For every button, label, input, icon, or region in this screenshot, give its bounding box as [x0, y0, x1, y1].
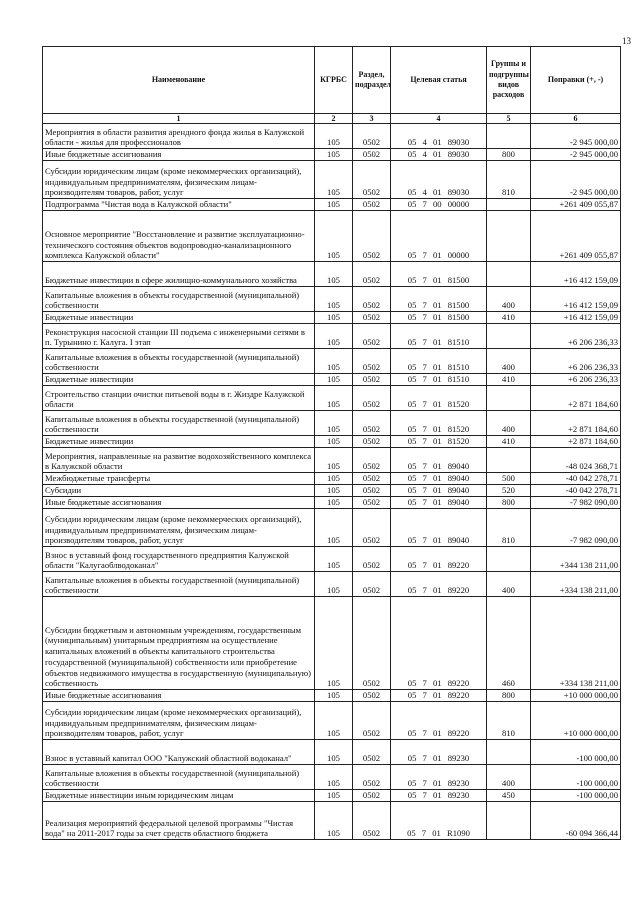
row-amendment: -2 945 000,00	[531, 149, 621, 161]
row-target-article: 05 7 01 89040	[391, 473, 487, 485]
row-amendment: +10 000 000,00	[531, 702, 621, 740]
row-target-article: 05 7 01 89230	[391, 765, 487, 790]
row-name: Бюджетные инвестиции	[43, 436, 315, 448]
row-target-article: 05 7 01 89040	[391, 497, 487, 509]
table-row	[43, 262, 621, 287]
row-section: 0502	[353, 497, 391, 509]
row-target-article: 05 4 01 89030	[391, 124, 487, 149]
table-row	[43, 386, 621, 411]
row-expense-group: 800	[487, 497, 531, 509]
row-amendment: +6 206 236,33	[531, 349, 621, 374]
row-section: 0502	[353, 287, 391, 312]
row-target-article: 05 7 01 R1090	[391, 802, 487, 840]
row-kgrbs: 105	[315, 790, 353, 802]
col-number: 6	[531, 114, 621, 124]
row-kgrbs: 105	[315, 436, 353, 448]
row-kgrbs: 105	[315, 509, 353, 547]
row-name: Мероприятия, направленные на развитие водохозяйственного комплекса в Калужской области	[43, 448, 315, 473]
table-row	[43, 324, 621, 349]
table-row	[43, 765, 621, 790]
row-kgrbs: 105	[315, 547, 353, 572]
row-expense-group: 810	[487, 161, 531, 199]
row-expense-group	[487, 124, 531, 149]
row-amendment: +16 412 159,09	[531, 262, 621, 287]
table-row	[43, 702, 621, 740]
row-kgrbs: 105	[315, 262, 353, 287]
row-kgrbs: 105	[315, 497, 353, 509]
row-amendment: -48 024 368,71	[531, 448, 621, 473]
table-row	[43, 199, 621, 211]
row-name: Иные бюджетные ассигнования	[43, 497, 315, 509]
row-target-article: 05 7 01 81500	[391, 312, 487, 324]
header-amendments: Поправки (+, -)	[531, 47, 621, 114]
row-amendment: -7 982 090,00	[531, 509, 621, 547]
row-section: 0502	[353, 324, 391, 349]
row-target-article: 05 7 01 81510	[391, 324, 487, 349]
row-section: 0502	[353, 386, 391, 411]
row-section: 0502	[353, 211, 391, 262]
row-amendment: +10 000 000,00	[531, 690, 621, 702]
row-amendment: -100 000,00	[531, 765, 621, 790]
row-section: 0502	[353, 740, 391, 765]
row-kgrbs: 105	[315, 802, 353, 840]
table-row	[43, 509, 621, 547]
row-target-article: 05 7 01 81520	[391, 386, 487, 411]
row-expense-group: 400	[487, 572, 531, 597]
row-target-article: 05 4 01 89030	[391, 149, 487, 161]
row-expense-group: 410	[487, 312, 531, 324]
row-kgrbs: 105	[315, 702, 353, 740]
row-expense-group: 400	[487, 349, 531, 374]
row-kgrbs: 105	[315, 597, 353, 690]
row-expense-group: 400	[487, 411, 531, 436]
page-number: 13	[622, 36, 631, 46]
row-name: Субсидии юридическим лицам (кроме некоммерческих организаций), индивидуальным предпринимателям, физическим лицам-производителям товаров, работ, услуг	[43, 509, 315, 547]
row-expense-group: 400	[487, 765, 531, 790]
row-kgrbs: 105	[315, 312, 353, 324]
row-kgrbs: 105	[315, 124, 353, 149]
row-section: 0502	[353, 790, 391, 802]
row-target-article: 05 7 01 89220	[391, 690, 487, 702]
table-row	[43, 448, 621, 473]
row-section: 0502	[353, 547, 391, 572]
row-target-article: 05 7 01 89230	[391, 790, 487, 802]
table-row	[43, 411, 621, 436]
row-section: 0502	[353, 374, 391, 386]
row-expense-group	[487, 448, 531, 473]
header-section: Раздел, подраздел	[353, 47, 391, 114]
row-amendment: -2 945 000,00	[531, 161, 621, 199]
row-section: 0502	[353, 448, 391, 473]
row-name: Капитальные вложения в объекты государственной (муниципальной) собственности	[43, 411, 315, 436]
row-kgrbs: 105	[315, 374, 353, 386]
row-expense-group: 810	[487, 702, 531, 740]
row-kgrbs: 105	[315, 287, 353, 312]
row-amendment: -40 042 278,71	[531, 485, 621, 497]
row-kgrbs: 105	[315, 473, 353, 485]
row-name: Капитальные вложения в объекты государственной (муниципальной) собственности	[43, 572, 315, 597]
row-target-article: 05 7 01 89230	[391, 740, 487, 765]
row-section: 0502	[353, 349, 391, 374]
row-section: 0502	[353, 485, 391, 497]
row-expense-group	[487, 547, 531, 572]
table-row	[43, 790, 621, 802]
row-amendment: -100 000,00	[531, 740, 621, 765]
row-section: 0502	[353, 473, 391, 485]
row-name: Субсидии бюджетным и автономным учреждениям, государственным (муниципальным) унитарным предприятиям на осуществление капитальных вложений в объекты капитального строительства государственной (муниципальной) собственности или приобретение объектов недвижимого имущества в государственную (муниципальную) собственность	[43, 597, 315, 690]
row-kgrbs: 105	[315, 740, 353, 765]
table-row	[43, 485, 621, 497]
table-header-row	[43, 47, 621, 114]
table-row	[43, 287, 621, 312]
row-section: 0502	[353, 765, 391, 790]
row-amendment: +6 206 236,33	[531, 374, 621, 386]
row-amendment: +16 412 159,09	[531, 312, 621, 324]
row-name: Капитальные вложения в объекты государственной (муниципальной) собственности	[43, 765, 315, 790]
budget-amendments-table	[42, 46, 621, 840]
row-amendment: -60 094 366,44	[531, 802, 621, 840]
column-number-row	[43, 114, 621, 124]
row-target-article: 05 7 00 00000	[391, 199, 487, 211]
row-kgrbs: 105	[315, 349, 353, 374]
row-expense-group: 460	[487, 597, 531, 690]
table-row	[43, 349, 621, 374]
row-target-article: 05 7 01 81520	[391, 411, 487, 436]
row-amendment: +344 138 211,00	[531, 547, 621, 572]
row-name: Мероприятия в области развития арендного фонда жилья в Калужской области - жилья для профессионалов	[43, 124, 315, 149]
row-name: Взнос в уставный фонд государственного предприятия Калужской области "Калугаоблводоканал"	[43, 547, 315, 572]
row-section: 0502	[353, 597, 391, 690]
row-name: Субсидии юридическим лицам (кроме некоммерческих организаций), индивидуальным предпринимателям, физическим лицам-производителям товаров, работ, услуг	[43, 161, 315, 199]
table-row	[43, 690, 621, 702]
row-amendment: +16 412 159,09	[531, 287, 621, 312]
table-row	[43, 124, 621, 149]
table-row	[43, 802, 621, 840]
row-section: 0502	[353, 436, 391, 448]
row-target-article: 05 7 01 89040	[391, 485, 487, 497]
row-name: Капитальные вложения в объекты государственной (муниципальной) собственности	[43, 349, 315, 374]
row-kgrbs: 105	[315, 161, 353, 199]
row-expense-group: 500	[487, 473, 531, 485]
row-amendment: -40 042 278,71	[531, 473, 621, 485]
row-section: 0502	[353, 124, 391, 149]
row-expense-group: 800	[487, 690, 531, 702]
row-target-article: 05 7 01 89220	[391, 547, 487, 572]
row-section: 0502	[353, 690, 391, 702]
header-expense-groups: Группы и подгруппы видов расходов	[487, 47, 531, 114]
table-row	[43, 572, 621, 597]
row-expense-group	[487, 199, 531, 211]
row-expense-group: 410	[487, 436, 531, 448]
row-target-article: 05 7 01 89040	[391, 448, 487, 473]
col-number: 3	[353, 114, 391, 124]
row-amendment: +2 871 184,60	[531, 411, 621, 436]
row-amendment: +261 409 055,87	[531, 199, 621, 211]
row-kgrbs: 105	[315, 386, 353, 411]
row-expense-group	[487, 324, 531, 349]
row-target-article: 05 7 01 89220	[391, 597, 487, 690]
row-section: 0502	[353, 802, 391, 840]
row-section: 0502	[353, 161, 391, 199]
row-kgrbs: 105	[315, 448, 353, 473]
row-name: Основное мероприятие "Восстановление и развитие эксплуатационно-технического состояния объектов водопроводно-канализационного комплекса Калужской области"	[43, 211, 315, 262]
row-target-article: 05 7 01 81510	[391, 349, 487, 374]
row-name: Капитальные вложения в объекты государственной (муниципальной) собственности	[43, 287, 315, 312]
row-section: 0502	[353, 262, 391, 287]
row-kgrbs: 105	[315, 765, 353, 790]
row-kgrbs: 105	[315, 485, 353, 497]
header-kgrbs: КГРБС	[315, 47, 353, 114]
row-amendment: -100 000,00	[531, 790, 621, 802]
row-expense-group: 400	[487, 287, 531, 312]
row-expense-group: 520	[487, 485, 531, 497]
table-row	[43, 547, 621, 572]
row-kgrbs: 105	[315, 199, 353, 211]
row-section: 0502	[353, 199, 391, 211]
col-number: 4	[391, 114, 487, 124]
row-name: Бюджетные инвестиции	[43, 312, 315, 324]
row-amendment: -2 945 000,00	[531, 124, 621, 149]
table-row	[43, 161, 621, 199]
row-amendment: +2 871 184,60	[531, 386, 621, 411]
row-amendment: +6 206 236,33	[531, 324, 621, 349]
row-expense-group	[487, 740, 531, 765]
row-section: 0502	[353, 509, 391, 547]
row-name: Реализация мероприятий федеральной целевой программы "Чистая вода" на 2011-2017 годы за счет средств областного бюджета	[43, 802, 315, 840]
row-amendment: +2 871 184,60	[531, 436, 621, 448]
table-row	[43, 374, 621, 386]
table-row	[43, 473, 621, 485]
row-target-article: 05 7 01 89220	[391, 572, 487, 597]
row-amendment: +261 409 055,87	[531, 211, 621, 262]
row-name: Подпрограмма "Чистая вода в Калужской области"	[43, 199, 315, 211]
row-expense-group: 410	[487, 374, 531, 386]
row-expense-group: 810	[487, 509, 531, 547]
row-expense-group	[487, 262, 531, 287]
row-section: 0502	[353, 149, 391, 161]
table-row	[43, 312, 621, 324]
row-section: 0502	[353, 702, 391, 740]
row-name: Бюджетные инвестиции иным юридическим лицам	[43, 790, 315, 802]
table-row	[43, 211, 621, 262]
row-target-article: 05 7 01 81500	[391, 262, 487, 287]
row-target-article: 05 7 01 89040	[391, 509, 487, 547]
row-amendment: +334 138 211,00	[531, 572, 621, 597]
row-kgrbs: 105	[315, 690, 353, 702]
row-target-article: 05 4 01 89030	[391, 161, 487, 199]
row-name: Иные бюджетные ассигнования	[43, 149, 315, 161]
row-name: Субсидии юридическим лицам (кроме некоммерческих организаций), индивидуальным предпринимателям, физическим лицам-производителям товаров, работ, услуг	[43, 702, 315, 740]
row-kgrbs: 105	[315, 324, 353, 349]
row-target-article: 05 7 01 81510	[391, 374, 487, 386]
row-name: Бюджетные инвестиции в сфере жилищно-коммунального хозяйства	[43, 262, 315, 287]
row-kgrbs: 105	[315, 411, 353, 436]
row-name: Взнос в уставный капитал ООО "Калужский областной водоканал"	[43, 740, 315, 765]
header-target-article: Целевая статья	[391, 47, 487, 114]
row-name: Бюджетные инвестиции	[43, 374, 315, 386]
table-row	[43, 597, 621, 690]
row-expense-group: 450	[487, 790, 531, 802]
col-number: 5	[487, 114, 531, 124]
row-name: Иные бюджетные ассигнования	[43, 690, 315, 702]
row-target-article: 05 7 01 81500	[391, 287, 487, 312]
row-kgrbs: 105	[315, 572, 353, 597]
table-row	[43, 149, 621, 161]
row-expense-group	[487, 802, 531, 840]
row-kgrbs: 105	[315, 211, 353, 262]
table-row	[43, 740, 621, 765]
row-name: Строительство станции очистки питьевой воды в г. Жиздре Калужской области	[43, 386, 315, 411]
row-amendment: +334 138 211,00	[531, 597, 621, 690]
row-name: Субсидии	[43, 485, 315, 497]
row-expense-group: 800	[487, 149, 531, 161]
row-expense-group	[487, 211, 531, 262]
row-section: 0502	[353, 312, 391, 324]
table-row	[43, 436, 621, 448]
row-name: Реконструкция насосной станции III подъема с инженерными сетями в п. Турынино г. Калуга. I этап	[43, 324, 315, 349]
col-number: 2	[315, 114, 353, 124]
col-number: 1	[43, 114, 315, 124]
row-name: Межбюджетные трансферты	[43, 473, 315, 485]
row-section: 0502	[353, 572, 391, 597]
row-target-article: 05 7 01 81520	[391, 436, 487, 448]
row-target-article: 05 7 01 89220	[391, 702, 487, 740]
row-kgrbs: 105	[315, 149, 353, 161]
table-row	[43, 497, 621, 509]
row-amendment: -7 982 090,00	[531, 497, 621, 509]
header-name: Наименование	[43, 47, 315, 114]
row-section: 0502	[353, 411, 391, 436]
row-expense-group	[487, 386, 531, 411]
row-target-article: 05 7 01 00000	[391, 211, 487, 262]
